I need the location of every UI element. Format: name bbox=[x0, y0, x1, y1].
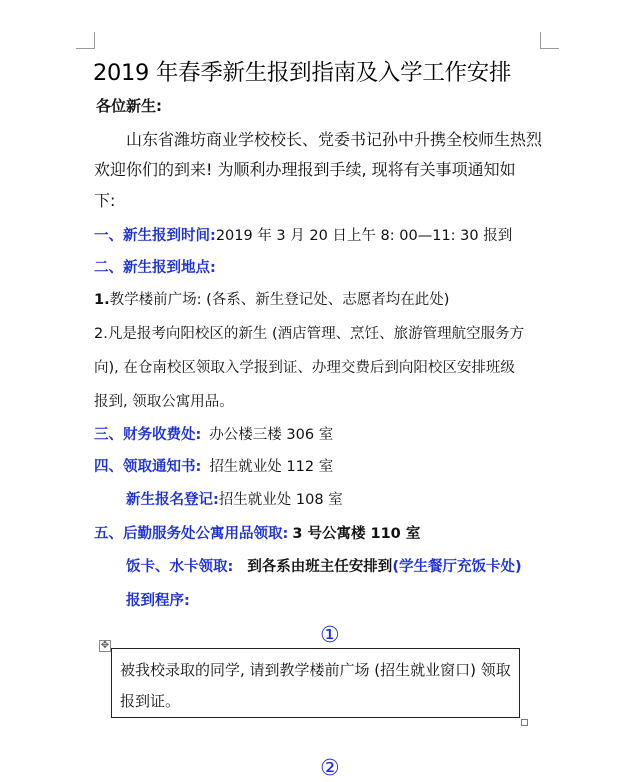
section-1-label: 一、新生报到时间: bbox=[94, 228, 216, 244]
card-location: (学生餐厅充饭卡处) bbox=[392, 559, 522, 575]
document-title: 2019 年春季新生报到指南及入学工作安排 bbox=[93, 60, 512, 86]
section-4-sub-text: 招生就业处 108 室 bbox=[218, 492, 343, 508]
intro-line-3: 下: bbox=[94, 191, 116, 210]
greeting: 各位新生: bbox=[96, 97, 162, 115]
process-label: 报到程序: bbox=[126, 593, 190, 609]
location-item-1-text: 教学楼前广场: (各系、新生登记处、志愿者均在此处) bbox=[109, 292, 450, 308]
section-enrollment-registration bbox=[126, 490, 343, 510]
intro-line-2: 欢迎你们的到来! 为顺利办理报到手续, 现将有关事项通知如 bbox=[94, 160, 516, 179]
intro-line-1: 山东省潍坊商业学校校长、党委书记孙中升携全校师生热烈 bbox=[126, 130, 543, 149]
section-4-label: 四、领取通知书: bbox=[94, 459, 202, 475]
step-1-marker: ① bbox=[320, 623, 340, 648]
page-corner-mark-top-left bbox=[76, 32, 95, 49]
section-2-label: 二、新生报到地点: bbox=[94, 260, 216, 276]
card-text: 到各系由班主任安排到 bbox=[247, 559, 393, 575]
card-label: 饭卡、水卡领取: bbox=[126, 559, 234, 575]
section-4-sub-label: 新生报名登记: bbox=[126, 492, 219, 508]
step-1-box bbox=[111, 648, 520, 718]
section-5-label: 五、后勤服务处公寓用品领取: bbox=[94, 526, 289, 542]
section-1-text: 2019 年 3 月 20 日上午 8: 00—11: 30 报到 bbox=[215, 228, 513, 244]
location-item-2-line-2: 向), 在仓南校区领取入学报到证、办理交费后到向阳校区安排班级 bbox=[94, 360, 515, 376]
location-item-1 bbox=[94, 290, 449, 310]
resize-handle-icon[interactable] bbox=[521, 719, 528, 726]
step-1-line-1: 被我校录取的同学, 请到教学楼前广场 (招生就业窗口) 领取 bbox=[120, 661, 511, 679]
section-logistics bbox=[94, 524, 420, 544]
location-item-2-line-1: 2.凡是报考向阳校区的新生 (酒店管理、烹饪、旅游管理航空服务方 bbox=[94, 326, 525, 342]
location-item-2-line-3: 报到, 领取公寓用品。 bbox=[94, 394, 234, 410]
section-notice bbox=[94, 457, 333, 477]
meal-water-card bbox=[126, 557, 522, 577]
location-item-1-number: 1. bbox=[94, 292, 110, 308]
section-3-label: 三、财务收费处: bbox=[94, 427, 202, 443]
section-4-text: 招生就业处 112 室 bbox=[209, 459, 334, 475]
section-5-text: 3 号公寓楼 110 室 bbox=[292, 526, 421, 542]
section-3-text: 办公楼三楼 306 室 bbox=[209, 427, 334, 443]
step-1-line-2: 报到证。 bbox=[120, 692, 181, 710]
step-2-marker: ② bbox=[320, 756, 340, 781]
page-corner-mark-top-right bbox=[540, 32, 559, 49]
section-registration-time bbox=[94, 226, 512, 246]
move-handle-icon[interactable]: ✥ bbox=[100, 640, 110, 651]
section-finance bbox=[94, 425, 333, 445]
